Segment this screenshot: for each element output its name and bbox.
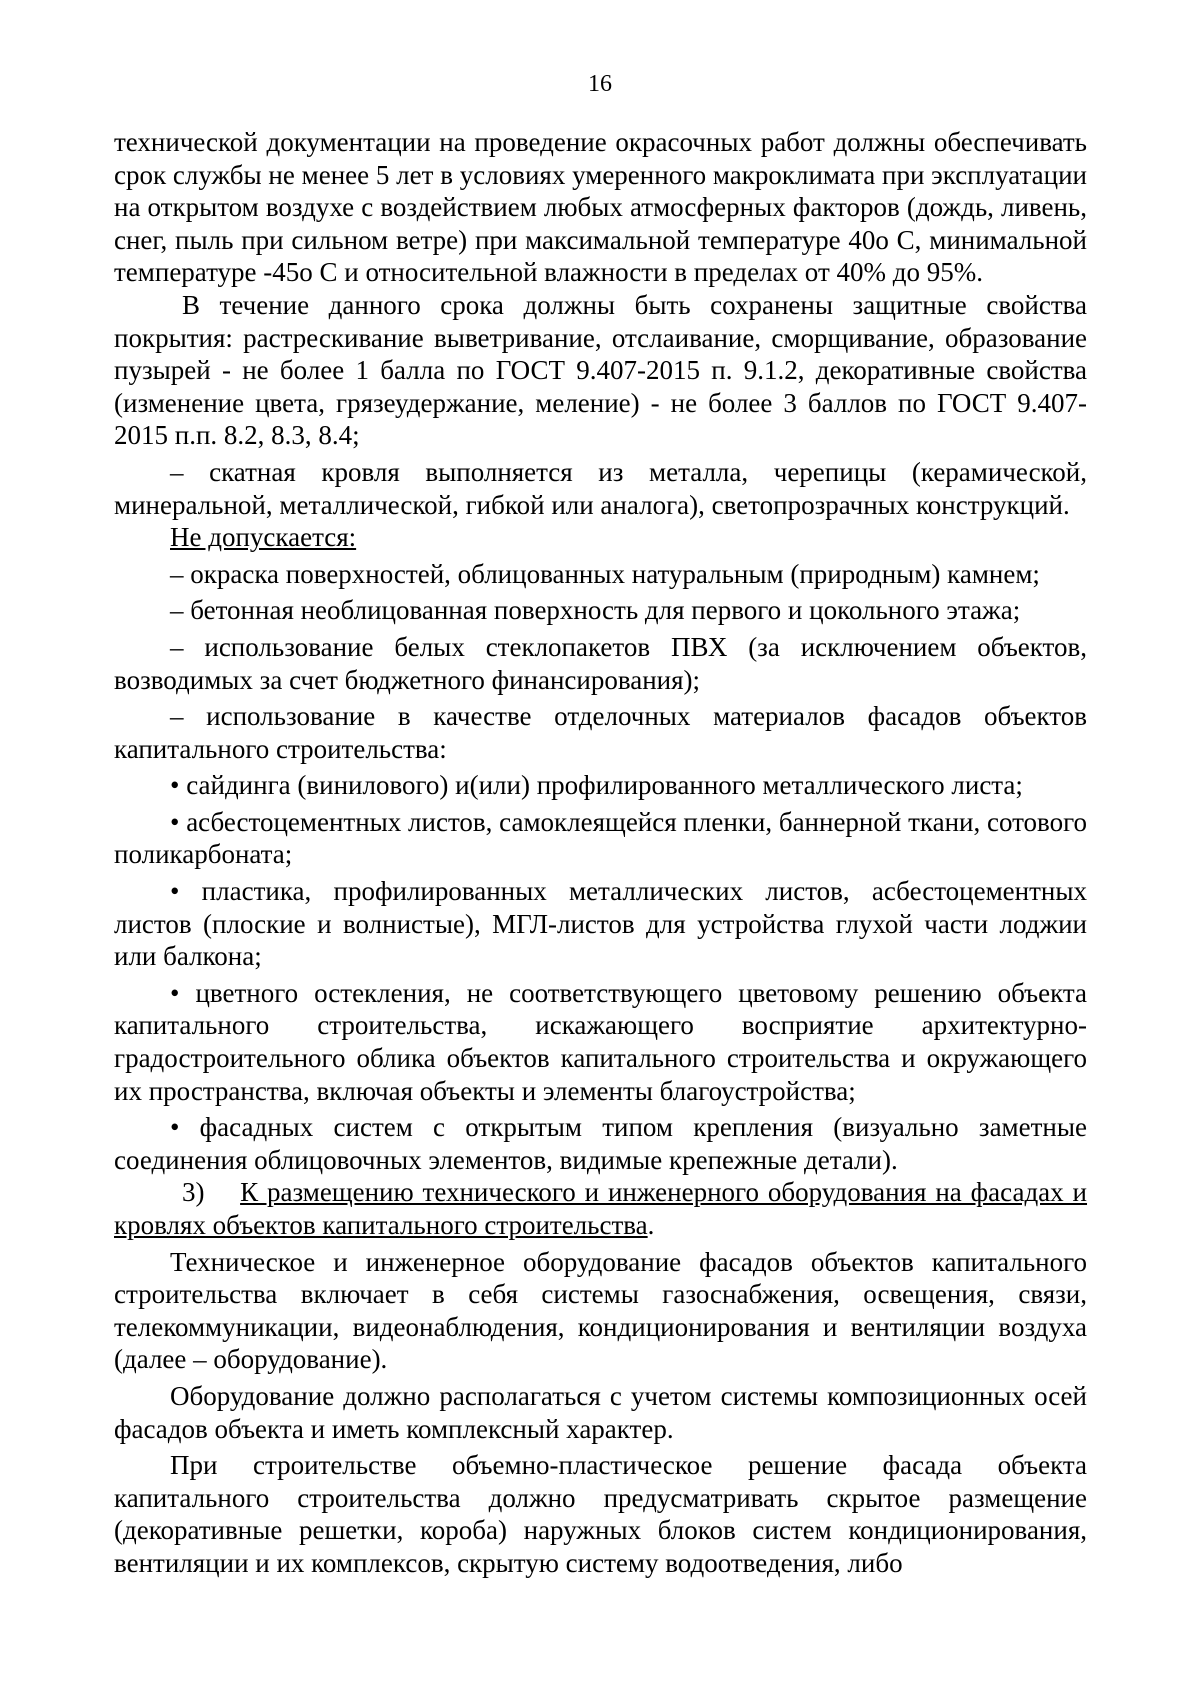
section-3-title: К размещению технического и инженерного оборудования на фасадах и кровлях объектов капитального строительства (114, 1177, 1088, 1240)
not-allowed-label: Не допускается: (170, 522, 357, 553)
bullet-plastic: • пластика, профилированных металлических листов, асбестоцементных листов (плоские и волнистые), МГЛ-листов для устройства глухой части лоджии или балкона; (114, 876, 1087, 972)
prohibited-item-finishing-materials: – использование в качестве отделочных материалов фасадов объектов капитального строительства: (114, 701, 1087, 764)
bullet-asbestos-sheets: • асбестоцементных листов, самоклеящейся пленки, баннерной ткани, сотового поликарбоната; (114, 806, 1088, 870)
not-allowed-heading (114, 521, 1087, 554)
paragraph-equipment-definition: Техническое и инженерное оборудование фасадов объектов капитального строительства включает в себя системы газоснабжения, освещения, связи, телекоммуникации, видеонаблюдения, кондиционирования и вентиляции воздуха (далее – оборудование). (114, 1246, 1087, 1375)
paragraph-coating-durability: технической документации на проведение окрасочных работ должны обеспечивать срок службы не менее 5 лет в условиях умеренного макроклимата при эксплуатации на открытом воздухе с воздействием любых атмосферных факторов (дождь, ливень, снег, пыль при сильном ветре) при максимальной температуре 40о С, минимальной температуре -45о С и относительной влажности в пределах от 40% до 95%. (114, 127, 1087, 288)
paragraph-equipment-placement: Оборудование должно располагаться с учетом системы композиционных осей фасадов объекта и иметь комплексный характер. (114, 1380, 1087, 1444)
prohibited-item-pvc-windows: – использование белых стеклопакетов ПВХ (за исключением объектов, возводимых за счет бюджетного финансирования); (114, 631, 1087, 695)
prohibited-item-concrete: – бетонная необлицованная поверхность для первого и цокольного этажа; (170, 595, 1021, 626)
document-body (114, 126, 1087, 1580)
section-3-heading (114, 1176, 1087, 1241)
section-3-period: . (647, 1210, 655, 1240)
section-3-number: 3) (182, 1177, 205, 1208)
paragraph-pitched-roof: – скатная кровля выполняется из металла, черепицы (керамической, минеральной, металлической, гибкой или аналога), светопрозрачных конструкций. (114, 456, 1087, 520)
paragraph-hidden-placement: При строительстве объемно-пластическое решение фасада объекта капитального строительства должно предусматривать скрытое размещение (декоративные решетки, короба) наружных блоков систем кондиционирования, вентиляции и их комплексов, скрытую систему водоотведения, либо (114, 1450, 1087, 1578)
prohibited-item-stone-painting: – окраска поверхностей, облицованных натуральным (природным) камнем; (170, 558, 1040, 589)
bullet-siding: • сайдинга (винилового) и(или) профилированного металлического листа; (170, 770, 1023, 801)
paragraph-protective-properties: В течение данного срока должны быть сохранены защитные свойства покрытия: растрескивание выветривание, отслаивание, сморщивание, образование пузырей - не более 1 балла по ГОСТ 9.407-2015 п. 9.1.2, декоративные свойства (изменение цвета, грязеудержание, меление) - не более 3 баллов по ГОСТ 9.407-2015 п.п. 8.2, 8.3, 8.4; (114, 289, 1087, 451)
page-number: 16 (588, 71, 612, 97)
bullet-facade-systems: • фасадных систем с открытым типом крепления (визуально заметные соединения облицовочных элементов, видимые крепежные детали). (114, 1112, 1087, 1175)
bullet-colored-glazing: • цветного остекления, не соответствующего цветовому решению объекта капитального строительства, искажающего восприятие архитектурно-градостроительного облика объектов капитального строительства и окружающего их пространства, включая объекты и элементы благоустройства; (114, 977, 1087, 1106)
